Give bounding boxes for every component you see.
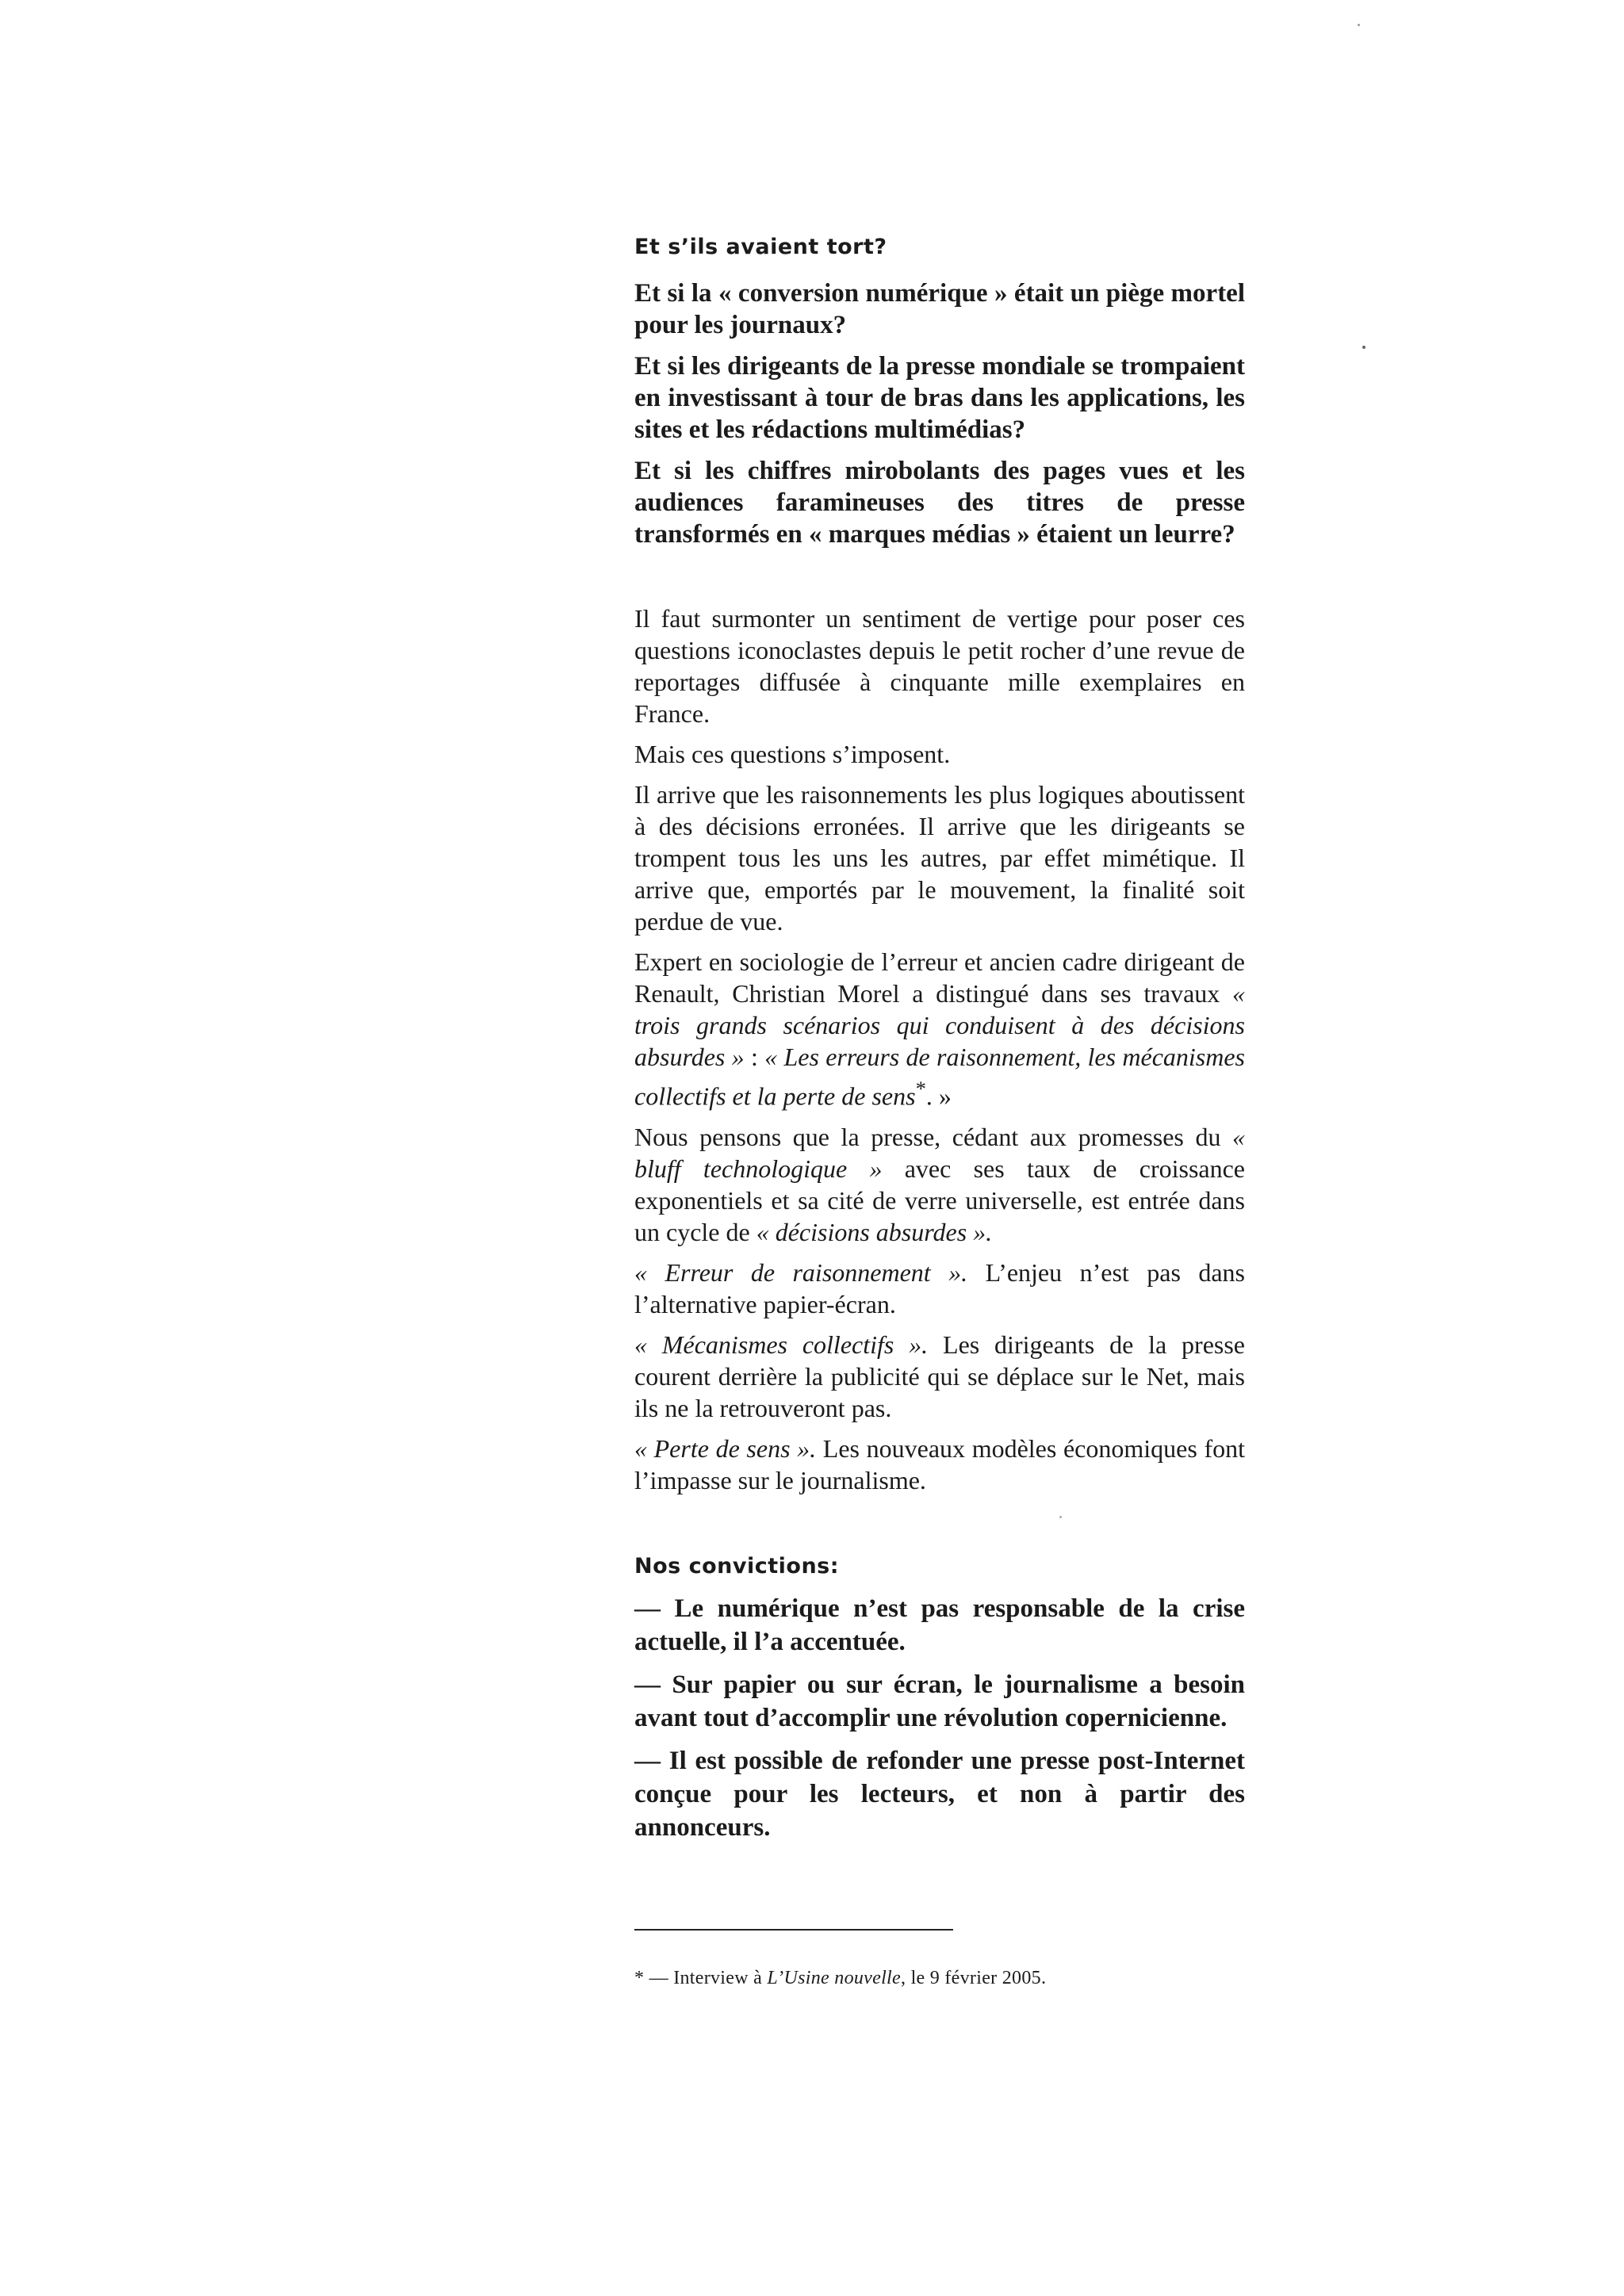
scan-speck [1358,24,1360,26]
body-text [634,603,1245,1505]
conviction-item: — Il est possible de refonder une presse post-Internet conçue pour les lecteurs, et non à partir des annonceurs. [634,1747,1245,1842]
footnote: * — Interview à L’Usine nouvelle, le 9 février 2005. [634,1968,1047,1988]
conviction-item: — Sur papier ou sur écran, le journalisme a besoin avant tout d’accomplir une révolution copernicienne. [634,1670,1245,1732]
body-paragraph: Il arrive que les raisonnements les plus logiques aboutissent à des décisions erronées. Il arrive que les dirigeants se trompent tous les uns les autres, par effet mimétique. Il arrive que, emportés par le mouvement, la finalité soit perdue de vue. [634,780,1245,936]
intro-paragraph: Et si les chiffres mirobolants des pages vues et les audiences faramineuses des titres de presse transformés en « marques médias » étaient un leurre? [634,457,1245,549]
body-paragraph: Nous pensons que la presse, cédant aux promesses du « bluff technologique » avec ses taux de croissance exponentiels et sa cité de verre universelle, est entrée dans un cycle de « décisions absurdes ». [634,1122,1246,1246]
convictions-list [634,1592,1245,1854]
intro-questions [634,277,1245,560]
body-paragraph: « Perte de sens ». Les nouveaux modèles économiques font l’impasse sur le journalisme. [634,1433,1246,1494]
intro-paragraph: Et si la « conversion numérique » était un piège mortel pour les journaux? [634,279,1245,339]
intro-paragraph: Et si les dirigeants de la presse mondiale se trompaient en investissant à tour de bras dans les applications, les sites et les rédactions multimédias? [634,352,1245,444]
body-paragraph: Il faut surmonter un sentiment de vertige pour poser ces questions iconoclastes depuis le petit rocher d’une revue de reportages diffusée à cinquante mille exemplaires en France. [634,604,1245,728]
scan-speck [1059,1516,1062,1518]
footnote-rule [634,1929,953,1931]
footnote-marker: * [915,1077,926,1100]
section-heading: Et s’ils avaient tort? [634,235,887,259]
convictions-heading: Nos convictions: [634,1554,840,1578]
conviction-item: — Le numérique n’est pas responsable de la crise actuelle, il l’a accentuée. [634,1594,1245,1656]
scan-speck [1362,346,1365,349]
body-paragraph: Expert en sociologie de l’erreur et ancien cadre dirigeant de Renault, Christian Morel a distingué dans ses travaux « trois grands scénarios qui conduisent à des décisions absurdes » : « Les erreurs de raisonnement, les mécanismes collectifs et la perte de sens*. » [634,947,1245,1111]
body-paragraph: « Erreur de raisonnement ». L’enjeu n’est pas dans l’alternative papier-écran. [634,1257,1245,1318]
body-paragraph: Mais ces questions s’imposent. [634,740,951,768]
body-paragraph: « Mécanismes collectifs ». Les dirigeants de la presse courent derrière la publicité qui se déplace sur le Net, mais ils ne la retrouveront pas. [634,1330,1246,1422]
